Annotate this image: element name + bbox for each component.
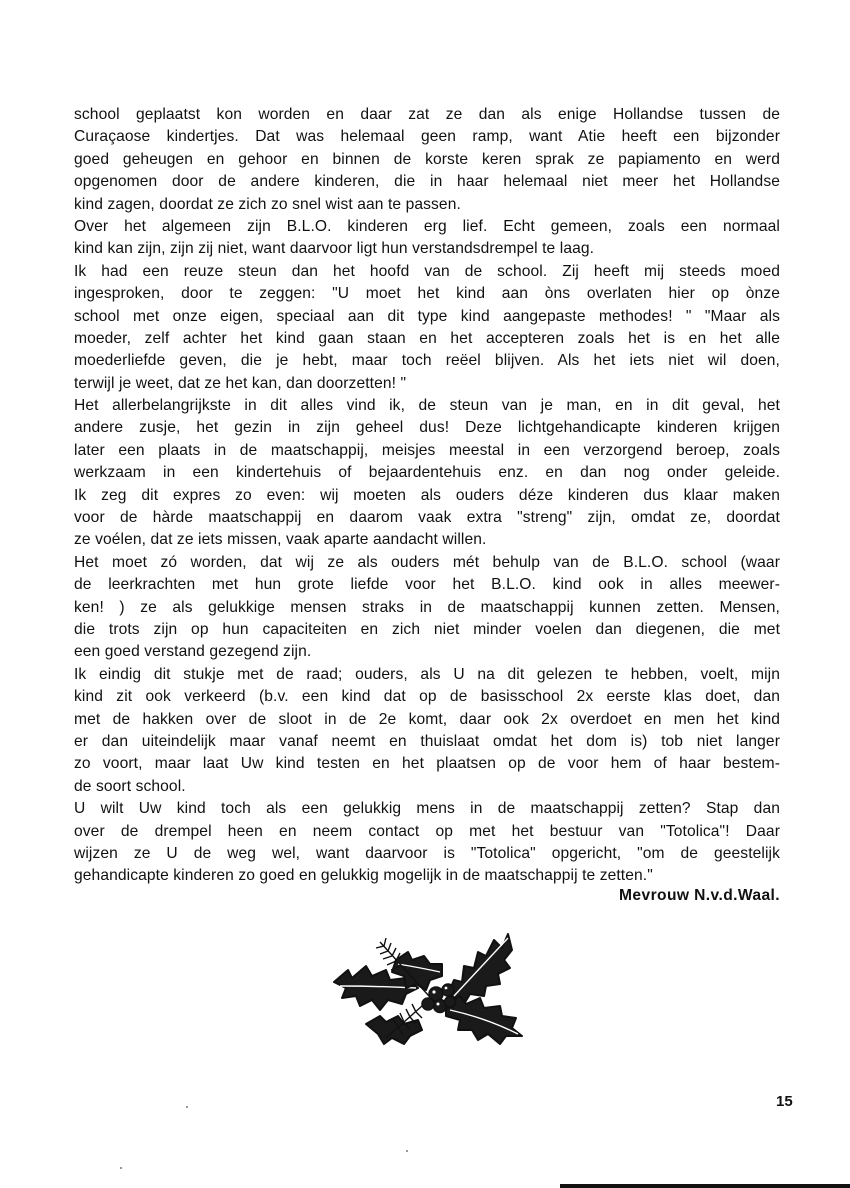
article-line: terwijl je weet, dat ze het kan, dan doorzetten! "	[74, 374, 407, 392]
article-line: andere zusje, het gezin in zijn geheel dus! Deze lichtgehandicapte kinderen krijgen	[74, 419, 780, 437]
article-line: werkzaam in een kindertehuis of bejaardentehuis enz. en dan nog onder geleide.	[74, 464, 780, 482]
article-line: ze voélen, dat ze iets missen, vaak aparte aandacht willen.	[74, 531, 487, 549]
article-line: opgenomen door de andere kinderen, die in haar helemaal niet meer het Hollandse	[74, 173, 780, 191]
article-line: school met onze eigen, speciaal aan dit type kind aangepaste methodes! " "Maar als	[74, 307, 780, 325]
article-line: Curaçaose kindertjes. Dat was helemaal geen ramp, want Atie heeft een bijzonder	[74, 128, 780, 146]
article-line: een goed verstand gezegend zijn.	[74, 643, 312, 661]
page-bottom-edge	[560, 1184, 850, 1188]
article-line: die trots zijn op hun capaciteiten en zich niet minder voelen dan diegenen, die met	[74, 620, 780, 638]
article-line: later een plaats in de maatschappij, meisjes meestal in een verzorgend beroep, zoals	[74, 441, 780, 459]
article-line: U wilt Uw kind toch als een gelukkig mens in de maatschappij zetten? Stap dan	[74, 800, 780, 818]
article-line: kind zagen, doordat ze zich zo snel wist aan te passen.	[74, 195, 461, 213]
page-number: 15	[776, 1093, 793, 1110]
holly-sprig-icon	[326, 920, 548, 1050]
paper-speck	[406, 1150, 408, 1152]
author-signature: Mevrouw N.v.d.Waal.	[619, 887, 780, 904]
article-line: kind zit ook verkeerd (b.v. een kind dat op de basisschool 2x eerste klas doet, dan	[74, 688, 780, 706]
paper-speck	[120, 1167, 122, 1169]
article-line: Ik had een reuze steun dan het hoofd van de school. Zij heeft mij steeds moed	[74, 262, 780, 280]
article-body	[74, 104, 780, 888]
paper-speck	[186, 1106, 188, 1108]
article-line: met de hakken over de sloot in de 2e komt, daar ook 2x overdoet en men het kind	[74, 710, 780, 728]
article-line: kind kan zijn, zijn zij niet, want daarvoor ligt hun verstandsdrempel te laag.	[74, 240, 595, 258]
article-line: goed geheugen en gehoor en binnen de korste keren sprak ze papiamento en werd	[74, 150, 780, 168]
article-line: ken! ) ze als gelukkige mensen straks in de maatschappij kunnen zetten. Mensen,	[74, 598, 780, 616]
article-line: er dan uiteindelijk maar vanaf neemt en thuislaat omdat het dom is) tob niet langer	[74, 732, 780, 750]
article-line: moeder, zelf achter het kind gaan staan en het accepteren zoals het is en het alle	[74, 329, 780, 347]
article-line: gehandicapte kinderen zo goed en gelukkig mogelijk in de maatschappij te zetten."	[74, 867, 653, 885]
article-line: de soort school.	[74, 777, 186, 795]
article-line: Over het algemeen zijn B.L.O. kinderen erg lief. Echt gemeen, zoals een normaal	[74, 217, 780, 235]
article-line: de leerkrachten met hun grote liefde voor het B.L.O. kind ook in alles meewer-	[74, 576, 780, 594]
article-line: voor de hàrde maatschappij en daarom vaak extra "streng" zijn, omdat ze, doordat	[74, 509, 780, 527]
article-line: school geplaatst kon worden en daar zat ze dan als enige Hollandse tussen de	[74, 106, 780, 123]
article-line: Ik zeg dit expres zo even: wij moeten als ouders déze kinderen dus klaar maken	[74, 486, 780, 504]
article-line: Het allerbelangrijkste in dit alles vind ik, de steun van je man, en in dit geval, het	[74, 397, 780, 415]
article-line: ingesproken, door te zeggen: "U moet het kind aan òns overlaten hier op ònze	[74, 285, 780, 303]
article-line: over de drempel heen en neem contact op met het bestuur van "Totolica"! Daar	[74, 822, 780, 840]
article-line: moederliefde geven, die je hebt, maar toch reëel blijven. Als het iets niet wil doen,	[74, 352, 780, 370]
article-line: wijzen ze U de weg wel, want daarvoor is "Totolica" opgericht, "om de geestelijk	[74, 844, 780, 862]
article-line: Ik eindig dit stukje met de raad; ouders, als U na dit gelezen te hebben, voelt, mijn	[74, 665, 780, 683]
article-line: zo voort, maar laat Uw kind testen en het plaatsen op de voor hem of haar bestem-	[74, 755, 780, 773]
article-line: Het moet zó worden, dat wij ze als ouders mét behulp van de B.L.O. school (waar	[74, 553, 780, 571]
